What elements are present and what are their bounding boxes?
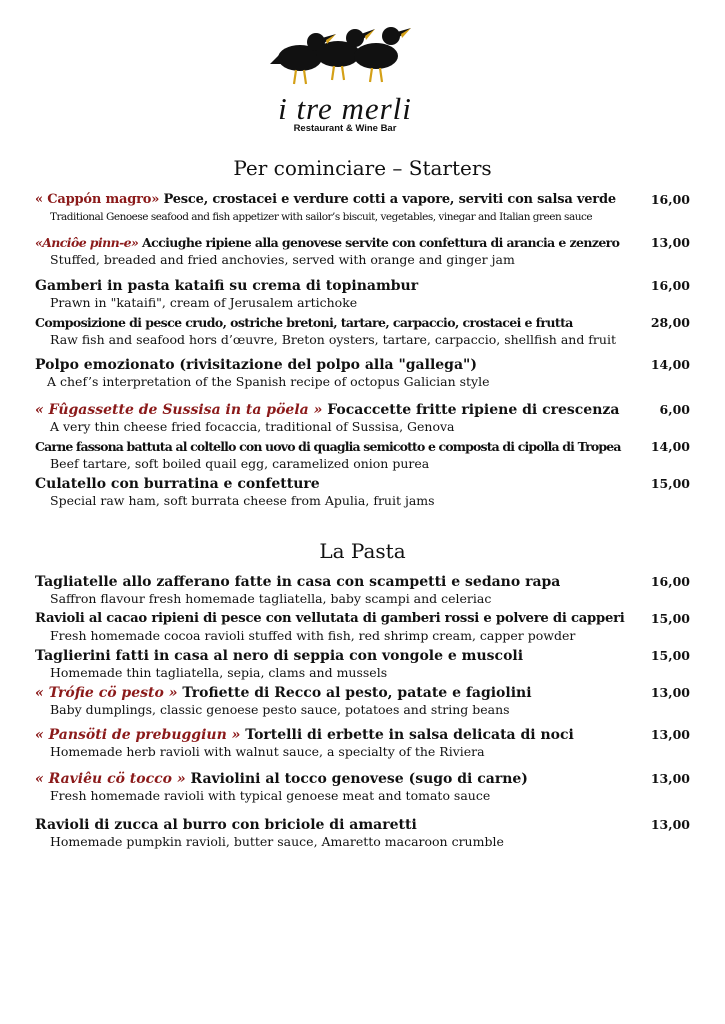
item-description: Homemade thin tagliatella, sepia, clams and mussels <box>50 665 388 680</box>
menu-item <box>35 816 690 850</box>
dialect-name: « Trófie cö pesto » <box>35 685 178 701</box>
item-description: Fresh homemade ravioli with typical genoese meat and tomato sauce <box>50 788 491 803</box>
item-name: Composizione di pesce crudo, ostriche bretoni, tartare, carpaccio, crostacei e frutta <box>35 315 573 330</box>
item-name: Polpo emozionato (rivisitazione del polpo alla "gallega") <box>35 357 477 373</box>
dialect-name: « Cappón magro» <box>35 192 160 207</box>
item-name: « Trófie cö pesto » Trofiette di Recco al pesto, patate e fagiolini <box>35 685 532 701</box>
item-description: A chef’s interpretation of the Spanish recipe of octopus Galician style <box>47 374 490 389</box>
menu-item <box>35 438 690 472</box>
dialect-name: «Anciôe pinn-e» <box>35 235 139 250</box>
item-description: Homemade pumpkin ravioli, butter sauce, Amaretto macaroon crumble <box>50 834 504 849</box>
menu-item <box>35 401 690 435</box>
menu-item <box>35 726 690 760</box>
item-price: 13,00 <box>650 771 690 786</box>
item-price: 13,00 <box>650 685 690 700</box>
item-price: 13,00 <box>650 817 690 832</box>
item-price: 13,00 <box>650 235 690 250</box>
logo-subtitle: Restaurant & Wine Bar <box>293 123 397 134</box>
item-name: Culatello con burratina e confetture <box>35 476 320 492</box>
menu-item <box>35 277 690 311</box>
menu-item <box>35 475 690 509</box>
menu-item <box>35 234 690 268</box>
logo-wordmark: i tre merli <box>278 91 412 126</box>
dialect-name: « Raviêu cö tocco » <box>35 771 186 787</box>
item-name: « Cappón magro» Pesce, crostacei e verdure cotti a vapore, serviti con salsa verde <box>35 192 616 207</box>
item-price: 15,00 <box>650 648 690 663</box>
menu-item <box>35 647 690 681</box>
item-name: « Raviêu cö tocco » Raviolini al tocco genovese (sugo di carne) <box>35 771 528 787</box>
item-description: Homemade herb ravioli with walnut sauce, a specialty of the Riviera <box>50 744 485 759</box>
item-name: Carne fassona battuta al coltello con uovo di quaglia semicotto e composta di cipolla di Tropea <box>35 439 621 454</box>
item-price: 14,00 <box>650 439 690 454</box>
item-price: 16,00 <box>650 278 690 293</box>
pasta-title: La Pasta <box>319 539 406 563</box>
menu-item <box>35 191 690 225</box>
item-price: 15,00 <box>650 476 690 491</box>
item-name: «Anciôe pinn-e» Acciughe ripiene alla genovese servite con confettura di arancia e zenzero <box>35 235 620 250</box>
item-price: 28,00 <box>650 315 690 330</box>
item-price: 16,00 <box>650 574 690 589</box>
item-name: Gamberi in pasta kataifi su crema di topinambur <box>35 278 419 294</box>
menu-item <box>35 770 690 804</box>
menu-item <box>35 314 690 348</box>
item-price: 6,00 <box>659 402 690 417</box>
item-description: Special raw ham, soft burrata cheese from Apulia, fruit jams <box>50 493 435 508</box>
item-description: Stuffed, breaded and fried anchovies, served with orange and ginger jam <box>50 252 515 267</box>
item-name: « Pansöti de prebuggiun » Tortelli di erbette in salsa delicata di noci <box>35 727 574 743</box>
item-description: A very thin cheese fried focaccia, traditional of Sussisa, Genova <box>50 419 455 434</box>
item-description: Raw fish and seafood hors d’œuvre, Breton oysters, tartare, carpaccio, shellfish and fruit <box>50 332 616 347</box>
menu-item <box>35 356 690 390</box>
starters-title: Per cominciare – Starters <box>233 156 492 180</box>
item-price: 13,00 <box>650 727 690 742</box>
menu-item <box>35 684 690 718</box>
item-name: « Fûgassette de Sussisa in ta pöela » Focaccette fritte ripiene di crescenza <box>35 402 620 418</box>
menu-item <box>35 573 690 607</box>
item-price: 15,00 <box>650 611 690 626</box>
item-description: Baby dumplings, classic genoese pesto sauce, potatoes and string beans <box>50 702 510 717</box>
item-name: Taglierini fatti in casa al nero di seppia con vongole e muscoli <box>35 648 524 664</box>
menu-item <box>35 610 690 644</box>
item-price: 16,00 <box>650 192 690 207</box>
item-description: Fresh homemade cocoa ravioli stuffed with fish, red shrimp cream, capper powder <box>50 628 576 643</box>
item-price: 14,00 <box>650 357 690 372</box>
restaurant-logo <box>270 20 420 138</box>
item-name: Ravioli di zucca al burro con briciole di amaretti <box>35 817 417 833</box>
item-description: Saffron flavour fresh homemade tagliatella, baby scampi and celeriac <box>50 591 492 606</box>
item-description: Traditional Genoese seafood and fish appetizer with sailor’s biscuit, vegetables, vinegar and Italian green sauce <box>50 211 593 223</box>
dialect-name: « Pansöti de prebuggiun » <box>35 727 241 743</box>
dialect-name: « Fûgassette de Sussisa in ta pöela » <box>35 402 323 418</box>
item-description: Prawn in "kataifi", cream of Jerusalem artichoke <box>50 295 358 310</box>
item-description: Beef tartare, soft boiled quail egg, caramelized onion purea <box>50 456 430 471</box>
item-name: Tagliatelle allo zafferano fatte in casa con scampetti e sedano rapa <box>35 574 561 590</box>
item-name: Ravioli al cacao ripieni di pesce con vellutata di gamberi rossi e polvere di capperi <box>35 611 625 626</box>
blackbirds-icon <box>270 20 420 95</box>
